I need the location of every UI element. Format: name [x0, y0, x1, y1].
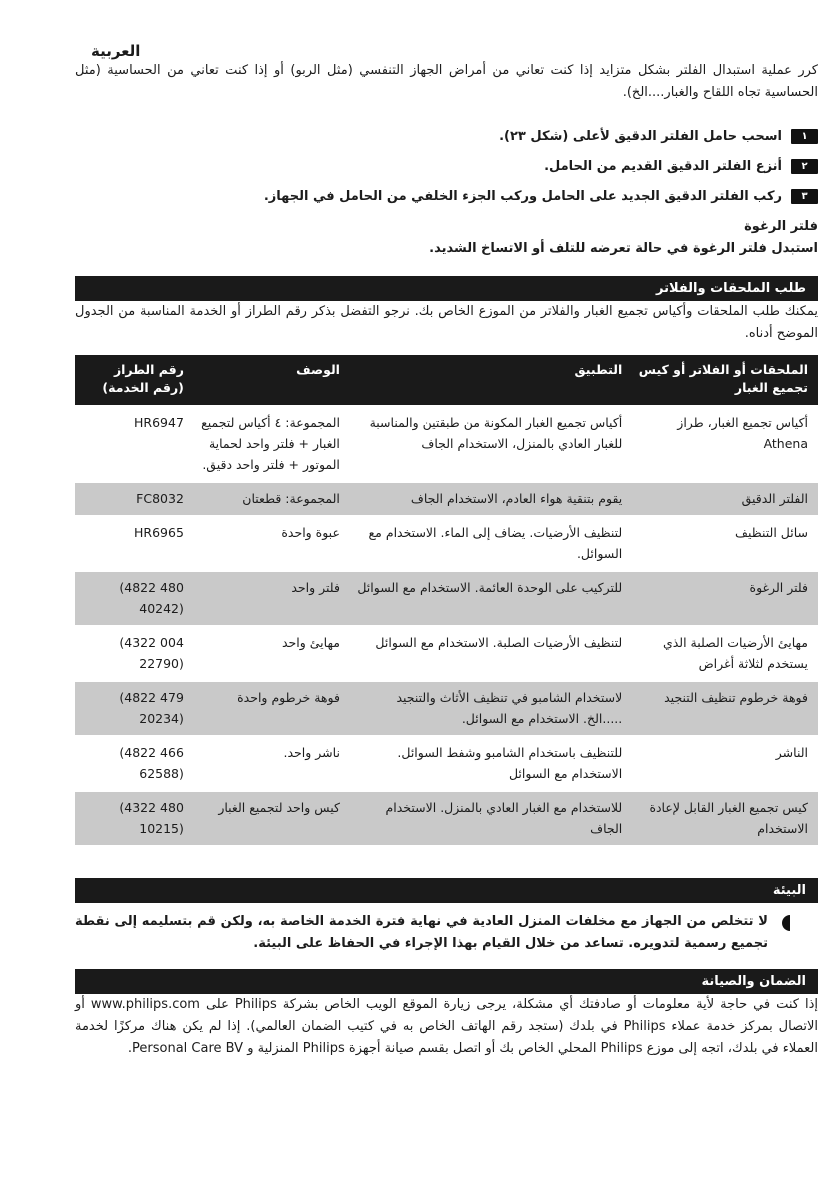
cell-application: للتركيب على الوحدة العائمة. الاستخدام مع السوائل — [350, 571, 632, 626]
column-header-model: رقم الطراز (رقم الخدمة) — [75, 355, 194, 406]
table-row — [75, 626, 818, 681]
cell-item: الفلتر الدقيق — [632, 482, 818, 516]
section-header-warranty: الضمان والصيانة — [75, 969, 818, 994]
cell-application: للتنظيف باستخدام الشامبو وشفط السوائل. الاستخدام مع السوائل — [350, 736, 632, 791]
environment-bullet-icon — [782, 915, 790, 931]
cell-application: يقوم بتنقية هواء العادم، الاستخدام الجاف — [350, 482, 632, 516]
step-2-number-badge: ٢ — [791, 159, 818, 174]
table-row — [75, 482, 818, 516]
cell-item: مهايئ الأرضيات الصلبة الذي يستخدم لثلاثة أغراض — [632, 626, 818, 681]
cell-model: FC8032 — [75, 482, 194, 516]
cell-model: (4822 479 20234) — [75, 681, 194, 736]
table-row — [75, 516, 818, 571]
cell-model: (4822 480 40242) — [75, 571, 194, 626]
accessories-table — [75, 355, 818, 845]
cell-description: المجموعة: ٤ أكياس لتجميع الغبار + فلتر واحد لحماية الموتور + فلتر واحد دقيق. — [194, 406, 350, 482]
cell-item: سائل التنظيف — [632, 516, 818, 571]
cell-item: الناشر — [632, 736, 818, 791]
table-row — [75, 571, 818, 626]
column-header-application: التطبيق — [350, 355, 632, 406]
table-row — [75, 791, 818, 845]
cell-model: HR6965 — [75, 516, 194, 571]
step-1 — [75, 127, 818, 146]
cell-item: فلتر الرغوة — [632, 571, 818, 626]
cell-description: المجموعة: قطعتان — [194, 482, 350, 516]
cell-model: HR6947 — [75, 406, 194, 482]
step-2-text: أنزع الفلتر الدقيق القديم من الحامل. — [544, 159, 782, 174]
table-row — [75, 406, 818, 482]
foam-filter-text: استبدل فلتر الرغوة في حالة تعرضه للتلف أو الاتساخ الشديد. — [429, 241, 818, 256]
accessories-intro: يمكنك طلب الملحقات وأكياس تجميع الغبار والفلاتر من الموزع الخاص بك. نرجو التفضل بذكر رقم الطراز أو الخدمة المناسبة من الجدول الموضح أدناه. — [75, 304, 818, 341]
cell-item: فوهة خرطوم تنظيف التنجيد — [632, 681, 818, 736]
section-header-accessories: طلب الملحقات والفلاتر — [75, 276, 818, 301]
cell-application: لاستخدام الشامبو في تنظيف الأثاث والتنجيد .....الخ. الاستخدام مع السوائل. — [350, 681, 632, 736]
cell-description: فوهة خرطوم واحدة — [194, 681, 350, 736]
cell-application: لتنظيف الأرضيات الصلبة. الاستخدام مع السوائل — [350, 626, 632, 681]
step-1-text: اسحب حامل الفلتر الدقيق لأعلى (شكل ٢٣). — [499, 129, 782, 144]
accessories-table-header — [75, 355, 818, 406]
table-row — [75, 736, 818, 791]
environment-note — [75, 911, 818, 955]
cell-model: (4822 466 62588) — [75, 736, 194, 791]
warranty-text: إذا كنت في حاجة لأية معلومات أو صادفتك أي مشكلة، يرجى زيارة الموقع الويب الخاص بشركة Philips على www.philips.com أو الاتصال بمركز خدمة عملاء Philips في بلدك (ستجد رقم الهاتف الخاص به في كتيب الضمان العالمي). إذا لم يكن هناك مركزًا لخدمة العملاء في بلدك، اتجه إلى موزع Philips المحلي الخاص بك أو اتصل بقسم صيانة أجهزة Philips المنزلية و Personal Care BV. — [75, 997, 818, 1056]
step-3 — [75, 187, 818, 206]
cell-description: عبوة واحدة — [194, 516, 350, 571]
step-2 — [75, 157, 818, 176]
cell-application: للاستخدام مع الغبار العادي بالمنزل. الاستخدام الجاف — [350, 791, 632, 845]
environment-text: لا تتخلص من الجهاز مع مخلفات المنزل العادية في نهاية فترة الخدمة الخاصة به، ولكن قم بتسليمه إلى نقطة تجميع رسمية لتدويره. تساعد من خلال القيام بهذا الإجراء في الحفاظ على البيئة. — [75, 914, 768, 951]
foam-filter-heading: فلتر الرغوة — [744, 219, 818, 234]
cell-description: ناشر واحد. — [194, 736, 350, 791]
cell-model: (4322 480 10215) — [75, 791, 194, 845]
step-1-number-badge: ١ — [791, 129, 818, 144]
column-header-item: الملحقات أو الفلاتر أو كيس تجميع الغبار — [632, 355, 818, 406]
cell-model: (4322 004 22790) — [75, 626, 194, 681]
column-header-description: الوصف — [194, 355, 350, 406]
cell-item: كيس تجميع الغبار القابل لإعادة الاستخدام — [632, 791, 818, 845]
section-header-environment: البيئة — [75, 878, 818, 903]
numbered-steps — [75, 127, 818, 206]
cell-description: فلتر واحد — [194, 571, 350, 626]
cell-description: مهايئ واحد — [194, 626, 350, 681]
page-content — [75, 0, 818, 1060]
cell-application: أكياس تجميع الغبار المكونة من طبقتين والمناسبة للغبار العادي بالمنزل، الاستخدام الجاف — [350, 406, 632, 482]
cell-application: لتنظيف الأرضيات. يضاف إلى الماء. الاستخدام مع السوائل. — [350, 516, 632, 571]
language-heading: العربية — [91, 42, 141, 60]
cell-item: أكياس تجميع الغبار، طراز Athena — [632, 406, 818, 482]
cell-description: كيس واحد لتجميع الغبار — [194, 791, 350, 845]
step-3-text: ركب الفلتر الدقيق الجديد على الحامل وركب الجزء الخلفي من الحامل في الجهاز. — [263, 189, 782, 204]
table-row — [75, 681, 818, 736]
filter-replacement-intro: كرر عملية استبدال الفلتر بشكل متزايد إذا كنت تعاني من أمراض الجهاز التنفسي (مثل الربو) أو إذا كنت تعاني من الحساسية (مثل الحساسية تجاه اللقاح والغبار....الخ). — [75, 63, 818, 100]
step-3-number-badge: ٣ — [791, 189, 818, 204]
